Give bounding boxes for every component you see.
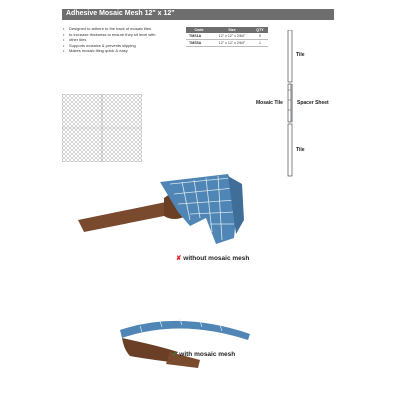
col-qty: QTY <box>252 27 268 33</box>
feature-item-cont: • to increase thickness to ensure they sit level with <box>63 32 181 37</box>
cell-code: TMS5A <box>186 40 212 47</box>
label-tile-bottom: Tile <box>296 147 305 153</box>
cross-section-diagram <box>250 30 340 180</box>
feature-item: • Designed to adhere to the back of mosaic tiles <box>63 26 181 31</box>
caption-with-mesh <box>172 350 235 358</box>
cell-qty: 1 <box>252 40 268 47</box>
photo-with-mesh <box>100 300 270 370</box>
caption-without-text: without mosaic mesh <box>183 255 250 262</box>
cell-qty: 5 <box>252 33 268 40</box>
feature-item-cont: • other tiles <box>63 37 181 42</box>
x-mark-icon: ✘ <box>176 255 182 262</box>
caption-with-text: with mosaic mesh <box>179 351 236 358</box>
mesh-swatch-image <box>62 94 142 162</box>
feature-list <box>63 26 181 54</box>
photo-without-mesh <box>78 168 288 250</box>
label-spacer-sheet: Spacer Sheet <box>297 100 329 106</box>
caption-without-mesh <box>176 254 249 262</box>
title-bar <box>62 9 334 20</box>
col-code: Code <box>186 27 212 33</box>
label-tile-top: Tile <box>296 52 305 58</box>
cell-size: 12" x 12" x 2/64" <box>212 40 252 47</box>
page-title: Adhesive Mosaic Mesh 12" x 12" <box>66 10 175 17</box>
check-mark-icon: ✓ <box>172 351 178 358</box>
cell-code: TMS1A <box>186 33 212 40</box>
col-size: Size <box>212 27 252 33</box>
feature-item: • Supports mosaics & prevents slipping <box>63 43 181 48</box>
label-mosaic-tile: Mosaic Tile <box>256 100 283 106</box>
feature-item: • Makes mosaic tiling quick & easy <box>63 48 181 53</box>
cell-size: 12" x 12" x 2/64" <box>212 33 252 40</box>
